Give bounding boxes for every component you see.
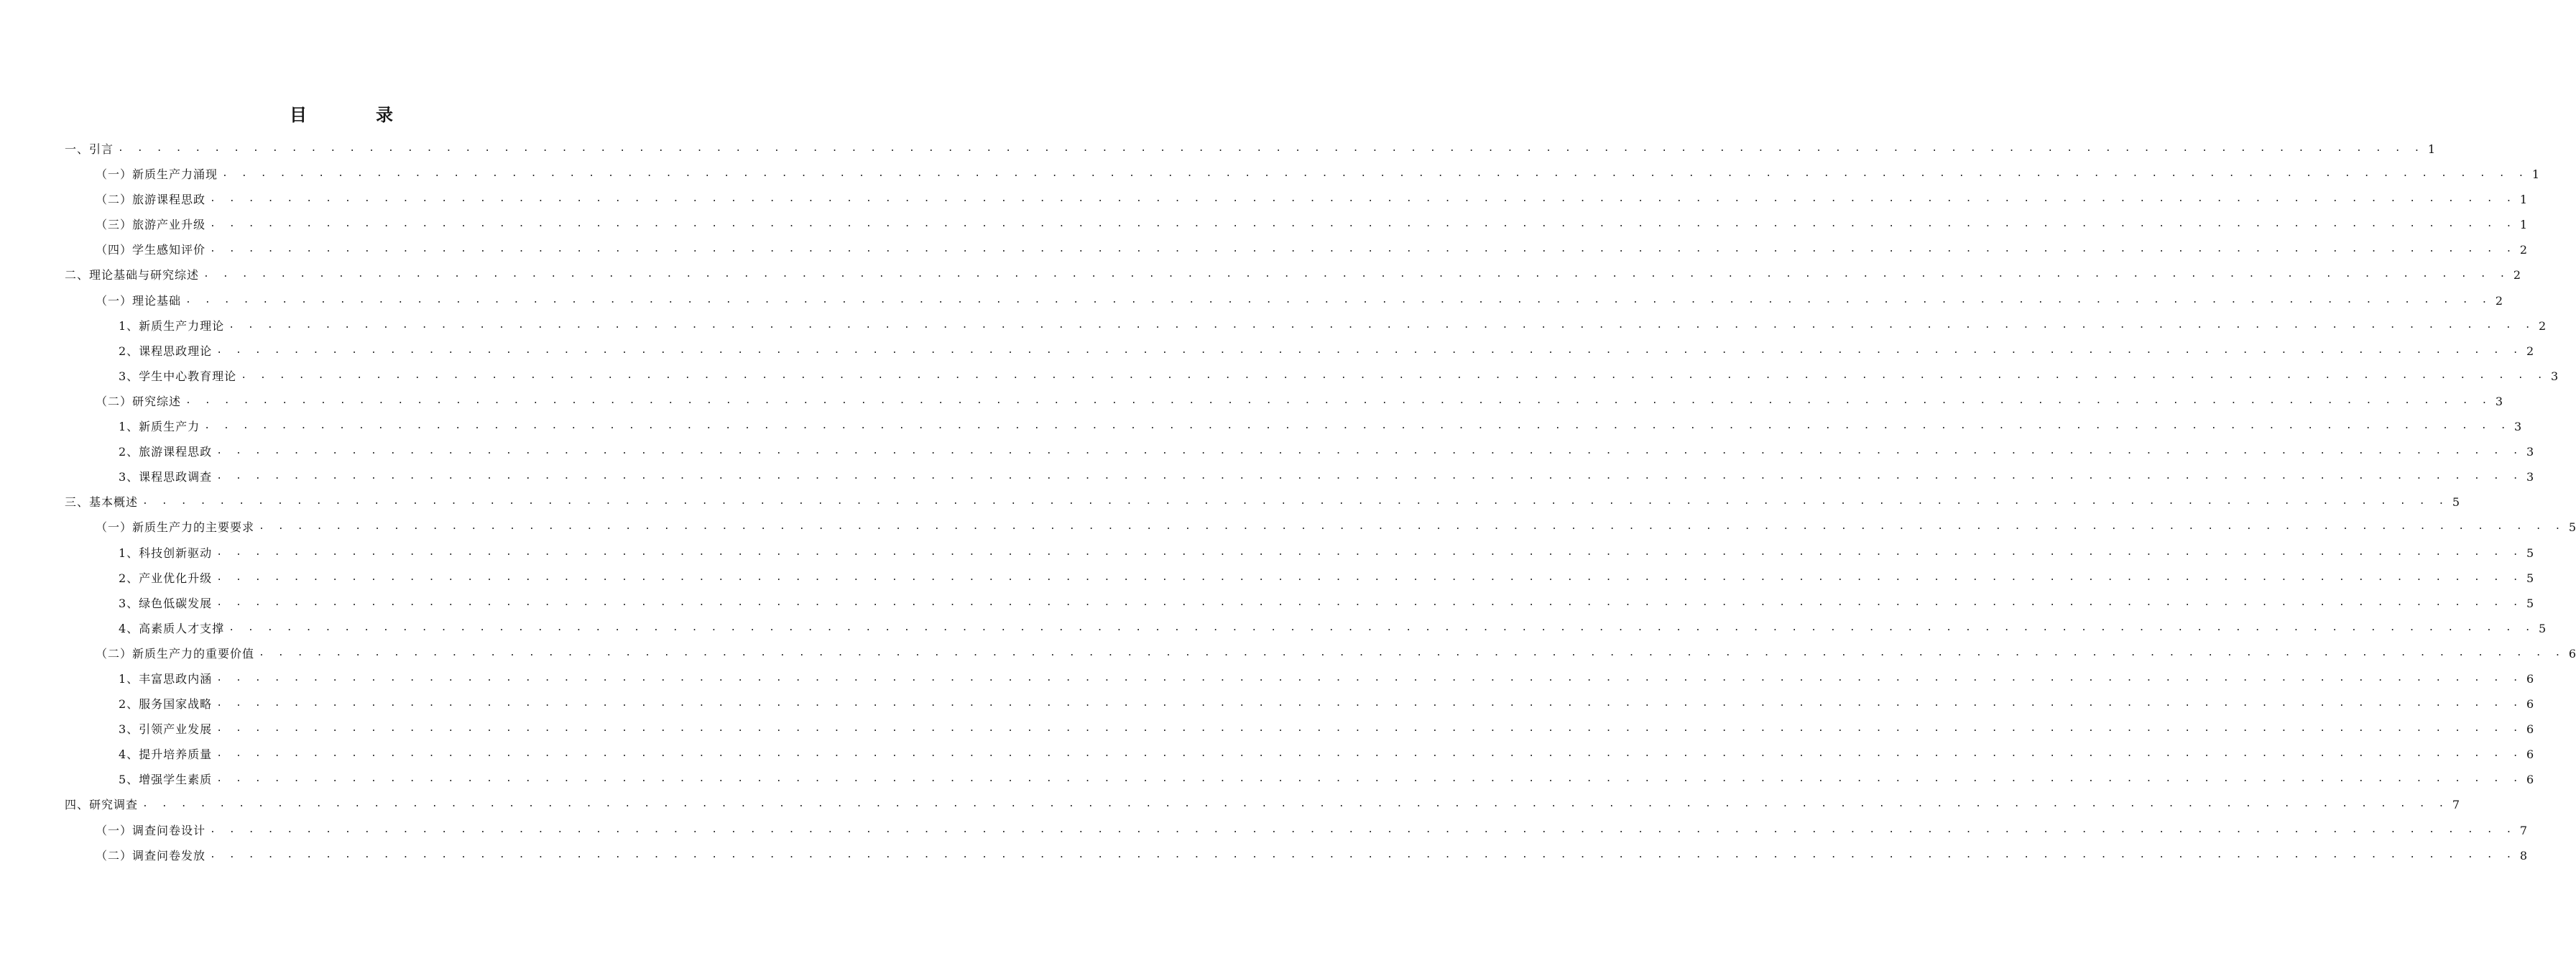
toc-dot-leader: . . . . . . . . . . . . . . . . . . . . . . . . . . . . . . . . . . . . . . . . . . . . . . . . . . . . . . . . . . . . . . . . . . . . . . . . . . . . . . . . . . . . . . . . . . . . . . . . . . . . . . . . . . . . . . . . . . . . . . . . [216,571,2523,583]
toc-dot-leader: . . . . . . . . . . . . . . . . . . . . . . . . . . . . . . . . . . . . . . . . . . . . . . . . . . . . . . . . . . . . . . . . . . . . . . . . . . . . . . . . . . . . . . . . . . . . . . . . . . . . . . . . . . . . . . . . . . . . . . . . [228,622,2535,633]
toc-entry-page-number: 2 [2538,318,2547,333]
toc-dot-leader: . . . . . . . . . . . . . . . . . . . . . . . . . . . . . . . . . . . . . . . . . . . . . . . . . . . . . . . . . . . . . . . . . . . . . . . . . . . . . . . . . . . . . . . . . . . . . . . . . . . . . . . . . . . . . . . . . . . . . . . . [216,546,2523,558]
toc-entry-label: 2、课程思政理论 [119,344,213,358]
toc-entry-label: （一）调查问卷设计 [96,823,206,837]
toc-entry-label: 4、提升培养质量 [119,748,213,762]
toc-entry-label: 1、科技创新驱动 [119,546,213,560]
toc-entry-label: 2、旅游课程思政 [119,445,213,459]
toc-dot-leader: . . . . . . . . . . . . . . . . . . . . . . . . . . . . . . . . . . . . . . . . . . . . . . . . . . . . . . . . . . . . . . . . . . . . . . . . . . . . . . . . . . . . . . . . . . . . . . . . . . . . . . . . . . . . . . . . . . . . . . . . [216,344,2523,356]
toc-entry[interactable] [65,313,2547,339]
toc-entry-label: （二）调查问卷发放 [96,848,206,862]
toc-entry[interactable] [65,641,2576,666]
toc-entry-page-number: 7 [2519,823,2527,837]
toc-dot-leader: . . . . . . . . . . . . . . . . . . . . . . . . . . . . . . . . . . . . . . . . . . . . . . . . . . . . . . . . . . . . . . . . . . . . . . . . . . . . . . . . . . . . . . . . . . . . . . . . . . . . . . . . . . . . . . . . . . . . . . . . [210,244,2516,255]
toc-entry-label: 3、学生中心教育理论 [119,369,237,383]
toc-dot-leader: . . . . . . . . . . . . . . . . . . . . . . . . . . . . . . . . . . . . . . . . . . . . . . . . . . . . . . . . . . . . . . . . . . . . . . . . . . . . . . . . . . . . . . . . . . . . . . . . . . . . . . . . . . . . . . . . . . . . . . . . [216,698,2523,709]
toc-entry-page-number: 1 [2519,218,2527,232]
toc-entry[interactable] [65,364,2559,389]
toc-entry[interactable] [65,691,2534,717]
toc-entry[interactable] [65,666,2534,691]
toc-entry[interactable] [65,616,2547,641]
toc-dot-leader: . . . . . . . . . . . . . . . . . . . . . . . . . . . . . . . . . . . . . . . . . . . . . . . . . . . . . . . . . . . . . . . . . . . . . . . . . . . . . . . . . . . . . . . . . . . . . . . . . . . . . . . . . . . . . . . . . . . . . . . . [241,369,2547,381]
toc-dot-leader: . . . . . . . . . . . . . . . . . . . . . . . . . . . . . . . . . . . . . . . . . . . . . . . . . . . . . . . . . . . . . . . . . . . . . . . . . . . . . . . . . . . . . . . . . . . . . . . . . . . . . . . . . . . . . . . . . . . . . . . . [259,647,2565,658]
toc-entry-label: （一）新质生产力涌现 [96,167,218,182]
toc-entry-label: （二）旅游课程思政 [96,193,206,207]
toc-dot-leader: . . . . . . . . . . . . . . . . . . . . . . . . . . . . . . . . . . . . . . . . . . . . . . . . . . . . . . . . . . . . . . . . . . . . . . . . . . . . . . . . . . . . . . . . . . . . . . . . . . . . . . . . . . . . . . . . . . . . . . . . [210,824,2516,835]
toc-entry-label: 4、高素质人才支撑 [119,621,225,635]
toc-dot-leader: . . . . . . . . . . . . . . . . . . . . . . . . . . . . . . . . . . . . . . . . . . . . . . . . . . . . . . . . . . . . . . . . . . . . . . . . . . . . . . . . . . . . . . . . . . . . . . . . . . . . . . . . . . . . . . . . . . . . . . . . [204,420,2511,432]
toc-entry-page-number: 5 [2538,621,2547,635]
toc-entry-page-number: 6 [2526,722,2534,737]
toc-entry-label: 3、绿色低碳发展 [119,596,213,610]
toc-dot-leader: . . . . . . . . . . . . . . . . . . . . . . . . . . . . . . . . . . . . . . . . . . . . . . . . . . . . . . . . . . . . . . . . . . . . . . . . . . . . . . . . . . . . . . . . . . . . . . . . . . . . . . . . . . . . . . . . . . . . . . . . [216,446,2523,457]
toc-entry-page-number: 3 [2526,470,2534,484]
toc-entry-label: 三、基本概述 [65,495,139,510]
toc-entry-label: 1、新质生产力 [119,420,200,434]
toc-entry-label: 1、新质生产力理论 [119,318,225,333]
toc-entry[interactable] [65,187,2527,212]
toc-entry[interactable] [65,464,2534,489]
toc-entry[interactable] [65,591,2534,616]
toc-entry[interactable] [65,818,2527,843]
toc-entry[interactable] [65,162,2539,187]
toc-dot-leader: . . . . . . . . . . . . . . . . . . . . . . . . . . . . . . . . . . . . . . . . . . . . . . . . . . . . . . . . . . . . . . . . . . . . . . . . . . . . . . . . . . . . . . . . . . . . . . . . . . . . . . . . . . . . . . . . . . . . . . . . [216,723,2523,735]
toc-entry-label: 1、丰富思政内涵 [119,671,213,686]
toc-entry-label: （二）新质生产力的重要价值 [96,646,255,661]
toc-entry-page-number: 1 [2519,193,2527,207]
toc-entry-label: 3、引领产业发展 [119,722,213,737]
toc-entry[interactable] [65,339,2534,364]
toc-dot-leader: . . . . . . . . . . . . . . . . . . . . . . . . . . . . . . . . . . . . . . . . . . . . . . . . . . . . . . . . . . . . . . . . . . . . . . . . . . . . . . . . . . . . . . . . . . . . . . . . . . . . . . . . . . . . . . . . . . . . . . . . [216,748,2523,760]
toc-dot-leader: . . . . . . . . . . . . . . . . . . . . . . . . . . . . . . . . . . . . . . . . . . . . . . . . . . . . . . . . . . . . . . . . . . . . . . . . . . . . . . . . . . . . . . . . . . . . . . . . . . . . . . . . . . . . . . . . . . . . . . . . [142,496,2448,507]
toc-dot-leader: . . . . . . . . . . . . . . . . . . . . . . . . . . . . . . . . . . . . . . . . . . . . . . . . . . . . . . . . . . . . . . . . . . . . . . . . . . . . . . . . . . . . . . . . . . . . . . . . . . . . . . . . . . . . . . . . . . . . . . . . [203,269,2509,280]
toc-entry-page-number: 5 [2526,596,2534,610]
toc-entry-label: 5、增强学生素质 [119,773,213,787]
toc-entry-page-number: 6 [2526,773,2534,787]
toc-entry-page-number: 2 [2519,243,2527,257]
toc-entry[interactable] [65,843,2527,868]
toc-entry-page-number: 1 [2531,167,2539,182]
toc-entry-page-number: 5 [2452,495,2460,510]
toc-entry[interactable] [65,414,2522,439]
toc-dot-leader: . . . . . . . . . . . . . . . . . . . . . . . . . . . . . . . . . . . . . . . . . . . . . . . . . . . . . . . . . . . . . . . . . . . . . . . . . . . . . . . . . . . . . . . . . . . . . . . . . . . . . . . . . . . . . . . . . . . . . . . . [210,849,2516,860]
toc-entry-label: （二）研究综述 [96,394,182,408]
toc-entry-page-number: 2 [2526,344,2534,358]
toc-dot-leader: . . . . . . . . . . . . . . . . . . . . . . . . . . . . . . . . . . . . . . . . . . . . . . . . . . . . . . . . . . . . . . . . . . . . . . . . . . . . . . . . . . . . . . . . . . . . . . . . . . . . . . . . . . . . . . . . . . . . . . . . [216,597,2523,608]
toc-entry[interactable] [65,515,2576,540]
toc-title: 目 录 [290,105,419,125]
toc-entry-label: 二、理论基础与研究综述 [65,268,200,282]
toc-entry-page-number: 3 [2513,420,2522,434]
toc-entry-page-number: 8 [2519,848,2527,862]
toc-entry-page-number: 5 [2526,571,2534,585]
toc-entry-page-number: 5 [2526,546,2534,560]
toc-dot-leader: . . . . . . . . . . . . . . . . . . . . . . . . . . . . . . . . . . . . . . . . . . . . . . . . . . . . . . . . . . . . . . . . . . . . . . . . . . . . . . . . . . . . . . . . . . . . . . . . . . . . . . . . . . . . . . . . . . . . . . . . [259,521,2565,533]
toc-entry-label: （三）旅游产业升级 [96,218,206,232]
toc-dot-leader: . . . . . . . . . . . . . . . . . . . . . . . . . . . . . . . . . . . . . . . . . . . . . . . . . . . . . . . . . . . . . . . . . . . . . . . . . . . . . . . . . . . . . . . . . . . . . . . . . . . . . . . . . . . . . . . . . . . . . . . . [216,672,2523,684]
toc-dot-leader: . . . . . . . . . . . . . . . . . . . . . . . . . . . . . . . . . . . . . . . . . . . . . . . . . . . . . . . . . . . . . . . . . . . . . . . . . . . . . . . . . . . . . . . . . . . . . . . . . . . . . . . . . . . . . . . . . . . . . . . . [216,471,2523,482]
toc-entry[interactable] [65,262,2521,288]
toc-entry-page-number: 1 [2427,142,2435,156]
toc-dot-leader: . . . . . . . . . . . . . . . . . . . . . . . . . . . . . . . . . . . . . . . . . . . . . . . . . . . . . . . . . . . . . . . . . . . . . . . . . . . . . . . . . . . . . . . . . . . . . . . . . . . . . . . . . . . . . . . . . . . . . . . . [185,395,2491,406]
toc-entry-label: （一）新质生产力的主要要求 [96,520,255,535]
toc-dot-leader: . . . . . . . . . . . . . . . . . . . . . . . . . . . . . . . . . . . . . . . . . . . . . . . . . . . . . . . . . . . . . . . . . . . . . . . . . . . . . . . . . . . . . . . . . . . . . . . . . . . . . . . . . . . . . . . . . . . . . . . . [222,168,2528,180]
toc-entry-page-number: 6 [2526,748,2534,762]
toc-dot-leader: . . . . . . . . . . . . . . . . . . . . . . . . . . . . . . . . . . . . . . . . . . . . . . . . . . . . . . . . . . . . . . . . . . . . . . . . . . . . . . . . . . . . . . . . . . . . . . . . . . . . . . . . . . . . . . . . . . . . . . . . [118,143,2424,154]
toc-entry[interactable] [65,792,2460,817]
toc-entry[interactable] [65,137,2435,162]
toc-entry[interactable] [65,439,2534,464]
toc-entry-page-number: 3 [2526,445,2534,459]
toc-entry-page-number: 6 [2526,671,2534,686]
toc-entry-label: （四）学生感知评价 [96,243,206,257]
toc-entry-label: 一、引言 [65,142,114,156]
toc-dot-leader: . . . . . . . . . . . . . . . . . . . . . . . . . . . . . . . . . . . . . . . . . . . . . . . . . . . . . . . . . . . . . . . . . . . . . . . . . . . . . . . . . . . . . . . . . . . . . . . . . . . . . . . . . . . . . . . . . . . . . . . . [216,773,2523,785]
toc-list [65,137,2576,868]
toc-entry-label: 2、服务国家战略 [119,697,213,712]
toc-entry-page-number: 6 [2568,646,2576,661]
toc-entry-label: （一）理论基础 [96,293,182,308]
toc-entry-page-number: 6 [2526,697,2534,712]
toc-entry[interactable] [65,288,2503,313]
toc-entry[interactable] [65,237,2527,262]
toc-entry-label: 2、产业优化升级 [119,571,213,585]
toc-entry[interactable] [65,389,2503,414]
toc-dot-leader: . . . . . . . . . . . . . . . . . . . . . . . . . . . . . . . . . . . . . . . . . . . . . . . . . . . . . . . . . . . . . . . . . . . . . . . . . . . . . . . . . . . . . . . . . . . . . . . . . . . . . . . . . . . . . . . . . . . . . . . . [228,319,2535,331]
toc-entry[interactable] [65,742,2534,767]
toc-entry-label: 四、研究调查 [65,798,139,812]
toc-entry[interactable] [65,212,2527,237]
toc-entry-label: 3、课程思政调查 [119,470,213,484]
toc-entry[interactable] [65,489,2460,515]
toc-entry[interactable] [65,566,2534,591]
toc-entry-page-number: 2 [2513,268,2521,282]
toc-dot-leader: . . . . . . . . . . . . . . . . . . . . . . . . . . . . . . . . . . . . . . . . . . . . . . . . . . . . . . . . . . . . . . . . . . . . . . . . . . . . . . . . . . . . . . . . . . . . . . . . . . . . . . . . . . . . . . . . . . . . . . . . [210,218,2516,230]
toc-entry-page-number: 5 [2568,520,2576,535]
toc-entry[interactable] [65,717,2534,742]
toc-entry[interactable] [65,767,2534,792]
toc-dot-leader: . . . . . . . . . . . . . . . . . . . . . . . . . . . . . . . . . . . . . . . . . . . . . . . . . . . . . . . . . . . . . . . . . . . . . . . . . . . . . . . . . . . . . . . . . . . . . . . . . . . . . . . . . . . . . . . . . . . . . . . . [185,294,2491,305]
toc-entry-page-number: 7 [2452,798,2460,812]
toc-entry[interactable] [65,540,2534,566]
toc-entry-page-number: 3 [2495,394,2503,408]
toc-dot-leader: . . . . . . . . . . . . . . . . . . . . . . . . . . . . . . . . . . . . . . . . . . . . . . . . . . . . . . . . . . . . . . . . . . . . . . . . . . . . . . . . . . . . . . . . . . . . . . . . . . . . . . . . . . . . . . . . . . . . . . . . [142,799,2448,810]
toc-dot-leader: . . . . . . . . . . . . . . . . . . . . . . . . . . . . . . . . . . . . . . . . . . . . . . . . . . . . . . . . . . . . . . . . . . . . . . . . . . . . . . . . . . . . . . . . . . . . . . . . . . . . . . . . . . . . . . . . . . . . . . . . [210,193,2516,205]
toc-entry-page-number: 2 [2495,293,2503,308]
toc-entry-page-number: 3 [2550,369,2559,383]
